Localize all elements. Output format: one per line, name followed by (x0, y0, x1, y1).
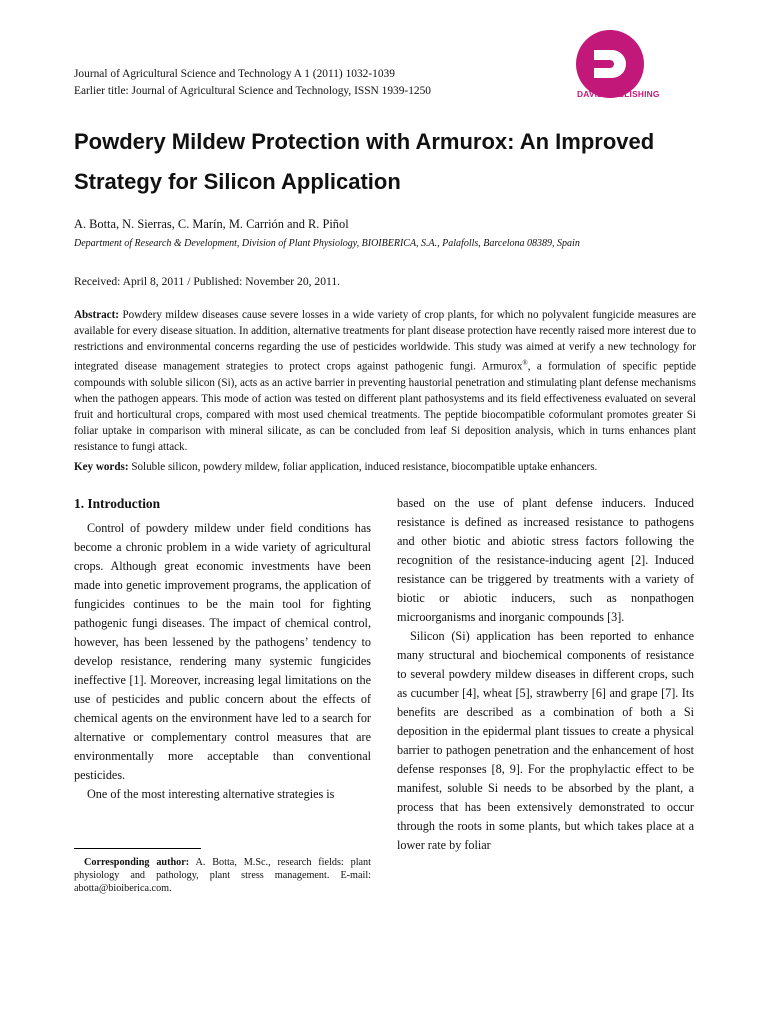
right-paragraph-2: Silicon (Si) application has been reported to enhance many structural and biochemical components of resistance to several powdery mildew diseases in different crops, such as cucumber [4], wheat [5], strawberry [6] and grape [7]. Its benefits are described as a combination of both a Si deposition in the epidermal plant tissues to create a physical barrier to pathogen penetration and the enhancement of host defense responses [8, 9]. For the prophylactic effect to be manifest, soluble Si needs to be absorbed by the plant, a process that has been extensively demonstrated to occur through the roots in some plants, but which takes place at a lower rate by foliar (397, 629, 694, 852)
keywords-text: Soluble silicon, powdery mildew, foliar application, induced resistance, biocompatible uptake enhancers. (128, 461, 598, 473)
right-column (397, 494, 694, 855)
abstract-text-part1: Powdery mildew diseases cause severe losses in a wide variety of crop plants, for which no polyvalent fungicide measures are available for every disease situation. In addition, alternative treatments for plant disease protection have recently raised more interest due to restrictions and environmental concerns regarding the use of pesticides worldwide. This study was aimed at verify a new technology for integrated disease management strategies to protect crops against pathogenic fungi. Armurox (74, 309, 696, 373)
journal-header (74, 66, 431, 100)
keywords (74, 461, 696, 473)
registered-mark: ® (522, 359, 528, 368)
abstract-text-part2: , a formulation of specific peptide compounds with soluble silicon (Si), acts as an active barrier in preventing haustorial penetration and stimulating plant defense mechanisms when the pathogen appears. This mode of action was tested on different plant pathosystems and its field effectiveness evaluated on several fruit and horticultural crops, compared with most used chemical treatments. The peptide biocompatible coformulant promotes greater Si foliar uptake in comparison with mineral silicate, as can be concluded from leaf Si deposition analysis, which in turns enhances plant resistance to fungi attack. (74, 360, 696, 454)
author-affiliation: Department of Research & Development, Division of Plant Physiology, BIOIBERICA, S.A., Palafolls, Barcelona 08389, Spain (74, 238, 580, 249)
intro-paragraph-2: One of the most interesting alternative strategies is (87, 787, 335, 801)
received-published-dates: Received: April 8, 2011 / Published: November 20, 2011. (74, 275, 341, 288)
keywords-label: Key words: (74, 461, 129, 473)
author-list: A. Botta, N. Sierras, C. Marín, M. Carrión and R. Piñol (74, 217, 349, 231)
article-title: Powdery Mildew Protection with Armurox: An Improved Strategy for Silicon Application (74, 129, 655, 194)
right-paragraph-1: based on the use of plant defense inducers. Induced resistance is defined as increased resistance to pathogens and other biotic and abiotic stress factors following the recognition of the resistance-inducing agent [2]. Induced resistance can be triggered by treatments with a variety of biotic or abiotic inducers, such as nonpathogen microorganisms and inorganic compounds [3]. (397, 496, 694, 624)
intro-paragraph-1: Control of powdery mildew under field conditions has become a chronic problem in a wide variety of agricultural crops. Although great economic investments have been made into genetic improvement programs, the application of fungicides continues to be the main tool for fighting pathogenic fungi diseases. The impact of chemical control, however, has been lessened by the pathogens’ tendency to develop resistance, rendering many systemic fungicides ineffective [1]. Moreover, increasing legal limitations on the use of pesticides and public concern about the effects of chemical agents on the environment have led to a search for alternative or complementary control measures that are environmentally more acceptable than conventional pesticides. (74, 521, 371, 782)
abstract-label: Abstract: (74, 309, 119, 321)
abstract (74, 307, 696, 455)
journal-citation: Journal of Agricultural Science and Technology A 1 (2011) 1032-1039 (74, 68, 395, 80)
publisher-logo-text: DAVID PUBLISHING (577, 89, 660, 99)
footnote-label: Corresponding author: (84, 857, 190, 868)
left-column (74, 494, 371, 804)
footnote-text: A. Botta, M.Sc., research fields: plant physiology and pathology, plant stress management. E-mail: abotta@bioiberica.com. (74, 857, 371, 894)
corresponding-author-footnote (74, 856, 371, 895)
journal-earlier-title: Earlier title: Journal of Agricultural Science and Technology, ISSN 1939-1250 (74, 85, 431, 97)
section-heading-introduction: 1. Introduction (74, 496, 161, 511)
footnote-divider (74, 848, 201, 849)
